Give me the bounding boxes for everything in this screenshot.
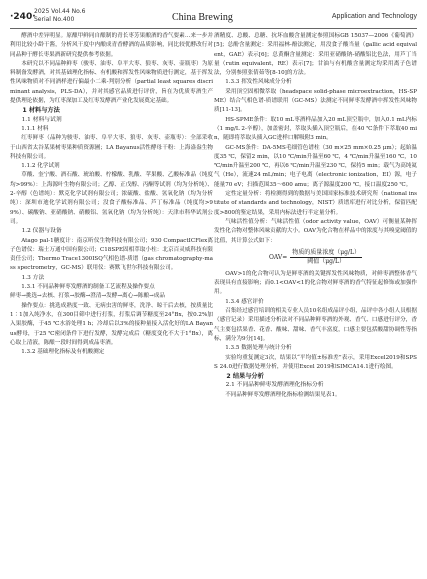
heading-volatile: 1.3.3 挥发性风味成分分析 [225,79,292,86]
header-rule [10,28,417,29]
formula-numerator: 物质的质量浓度（μg/L） [292,249,361,257]
page-number: ·240· [10,12,36,22]
formula-denominator: 阈值（μg/L） [307,258,346,266]
paragraph: HS-SPME条件：取10 mL枣酒样品加入20 mL顶空瓶中，加入0.1 mL内标（1 mg/L 2-辛醇），加盖密封，萃取头插入顶空瓶后，在40 ℃条件下萃取40 min，随即将萃取头插入GC进样口解吸附3 min。 [214,116,417,142]
paragraph: 酵酒中差异明显。原酿甲鲜同自酿制的青长枣芳果酿酒的香气要素…来一步并利用比较小龄干酱，分析风干度中内酿成青香酵酒的品质影响，同比较优酵改行对同品种于酵长枣果酒新研究提供参考依据。 [10,33,213,58]
heading-results: 2 结果与分析 [226,373,264,381]
paragraph: 不同品种鲜枣发酵酒理化指标检测结果见表1。 [225,391,341,398]
paragraph: 实验均重复测定3次，结果以“平均值±标准差”表示，采用Excel2019和SPSS 24.0进行数据处理分析，并使用Excel 2019和SIMCA14.1进行绘图。 [214,354,417,370]
paragraph: 草酸、奎宁酸、酒石酸、琥珀酸、柠檬酸、乳酸、苹果酸、乙酸标准品（纯度均>99%）：上海源叶生物有限公司；乙醇、正戊醇、丙酮等试剂（均为分析纯）、2-辛醇（色谱纯）：默克化学试剂有限公司；浓硫酸、盐酸、氢氧化钠（均为分析纯）：深圳市迪化学试剂有限公司；没食子酸标准品、芦丁标准品（纯度均>99%）、碳酸钠、亚硝酸钠、硝酸铝、氢氧化钠（均为分析纯）：天津市科华试剂公司。 [10,172,213,225]
journal-title: China Brewing [172,12,233,23]
left-column [10,32,213,572]
heading-reagents: 1.1.2 化学试剂 [21,163,60,170]
heading-sensory: 1.3.4 感官评价 [225,298,264,305]
heading-physchem-results: 2.1 不同品种鲜枣发酵酒理化指标分析 [225,382,324,389]
formula-lhs: OAV= [268,254,288,262]
paragraph: 气味活性值分析：气味活性值（odor activity value，OAV）可衡量某种挥发性化合物对整体风味贡献的大小。OAV为化合物在样品中的浓度与其嗅觉阈值的比值，其计算公式如下： [214,218,417,244]
paragraph: 红枣鲜枣（品种为骏枣、油枣、阜平大枣、狼枣、灰枣、壶瓶枣）：全部采收于山西省太谷某果树枣果种质资源圃；LA Bayanus活性酵母干粉：上海盎盎生物科技有限公司。 [10,135,213,160]
heading-methods: 1.3 方法 [21,274,45,281]
heading-statistics: 1.3.5 数据处理与统计分析 [225,345,292,352]
heading-physchem: 1.3.2 基础理化指标及有机酸测定 [21,349,105,356]
volume-line: 2025 Vol.44 No.6 [34,8,86,15]
heading-material: 1.1.1 材料 [21,125,49,132]
paragraph: GC-MS条件：DA-5MS毛细管色谱柱（30 m×25 mm×0.25 μm）；起始温度35 ℃，保留2 min，以10 ℃/min升温至60 ℃，4 ℃/min升温至160 ℃，10 ℃/min升温至200 ℃，再以6 ℃/min升温至230 ℃，保持5 min；载气为高纯氦气（He），流速24 mL/min；电子电离（electronic ionization，EI）源，电子能量70 eV；扫描范围35～600 amu；离子源温度200 ℃，接口温度250 ℃。 [214,144,417,188]
oav-formula [214,247,417,269]
heading-instruments: 1.2 仪器与设备 [21,228,62,235]
paragraph: Atago pal-1糖度计：南京昕仪生物科技有限公司；930 CompactICFlex离子色谱仪：瑞士万通中国有限公司；C18SPE固相萃取小柱：北京百灵威科技有限责任公司；Thermo Trace1300ISQ气相色谱-质谱（gas chromatography-mass spectrometry，GC-MS）联用仪：赛默飞世尔科技有限公司。 [10,237,213,272]
heading-process: 1.3.1 不同品种鲜枣发酵酒的制备工艺流程及操作要点 [21,284,155,291]
formula-fraction [290,249,362,266]
paragraph: 酒精度、总酸、总糖、抗坏血酸含量测定参照国标GB 15037—2006《葡萄酒》[5]；总酚含量测定：采用福林-酚法测定，用没食子酸当量（gallic acid equivalent，GAE）表示[6]；总黄酮含量测定：采用亚硝酸钠-硝酸铝比色法，用芦丁当量（rutin equivalent，RE）表示[7]；甘油与有机酸含量测定均采用离子色谱法，分别参照张倩茹等[8-10]的方法。 [214,33,417,77]
paragraph: 召集经过感官培训的相关专业人员10名组成品评小组，品评中各小组人员根据（感官记录）采用描述分析法对不同品种鲜枣酒的外观、香气、口感进行评分，香气主要包括果香、花香、酸味、甜味、香气丰富度，口感主要包括酸甜协调性等指标，满分为9分[14]。 [214,308,417,342]
paragraph: 本研究以不同品种鲜枣（骏枣、油枣、阜平大枣、狼枣、灰枣、壶瓶枣）为原料制备发酵酒，对其基础理化指标、有机酸和挥发性风味物质进行测定，基于挥发性风味物质对不同酒样进行偏最小二乘-判别分析（partial least squares discriminant analysis，PLS-DA），并对其感官品质进行评价，旨在为优质枣酒生产提供理论依据，为红枣深加工及红枣发酵酒产业化发展奠定基础。 [10,60,213,105]
volume-info [34,8,85,24]
paragraph: 定性定量分析：将检测得到的数据与美国国家标准技术研究所（national institute of standards and technology，NIST）质谱库进行对比分析，保留匹配度>800的鉴定结果，采用内标法进行半定量分析。 [214,191,417,216]
right-column [214,32,417,572]
heading-materials-methods: 1 材料与方法 [22,107,60,115]
section-title: Application and Technology [331,13,417,20]
serial-line: Serial No.400 [34,16,75,23]
heading-materials: 1.1 材料与试剂 [21,116,62,123]
paragraph: 操作要点：挑选成熟度一致、无病虫害的鲜枣，洗净、晾干后去核，按质量比1∶1加入纯净水，在300目筛中进行打浆，打浆后调节糖度至24°Bx，按0.2%加入果胶酶，于45 ℃水浴处理1 h；冷却后以3%的接种量接入活化好的LA Bayanus酵母，于25 ℃密闭条件下进行发酵，发酵完成后（糖度变化不大于1°Bx），离心取上清液，陈酿一段时间得到成品枣酒。 [10,302,213,346]
paragraph: 采用顶空固相微萃取（headspace solid-phase microextraction，HS-SPME）结合气相色谱-质谱联用（GC-MS）法测定不同鲜枣发酵酒中挥发性风味物质[11-13]。 [214,88,417,114]
process-flow: 鲜枣→挑选→去核、打浆→胶酶→澄清→发酵→离心→陈酿→成品 [10,293,165,300]
paragraph: OAV>1的化合物可认为是鲜枣酒的关键挥发性风味物质，对鲜枣酒整体香气表现具有直接影响；而0.1<OAV<1的化合物对鲜枣酒的香气特征起修饰或加强作用。 [214,270,417,296]
